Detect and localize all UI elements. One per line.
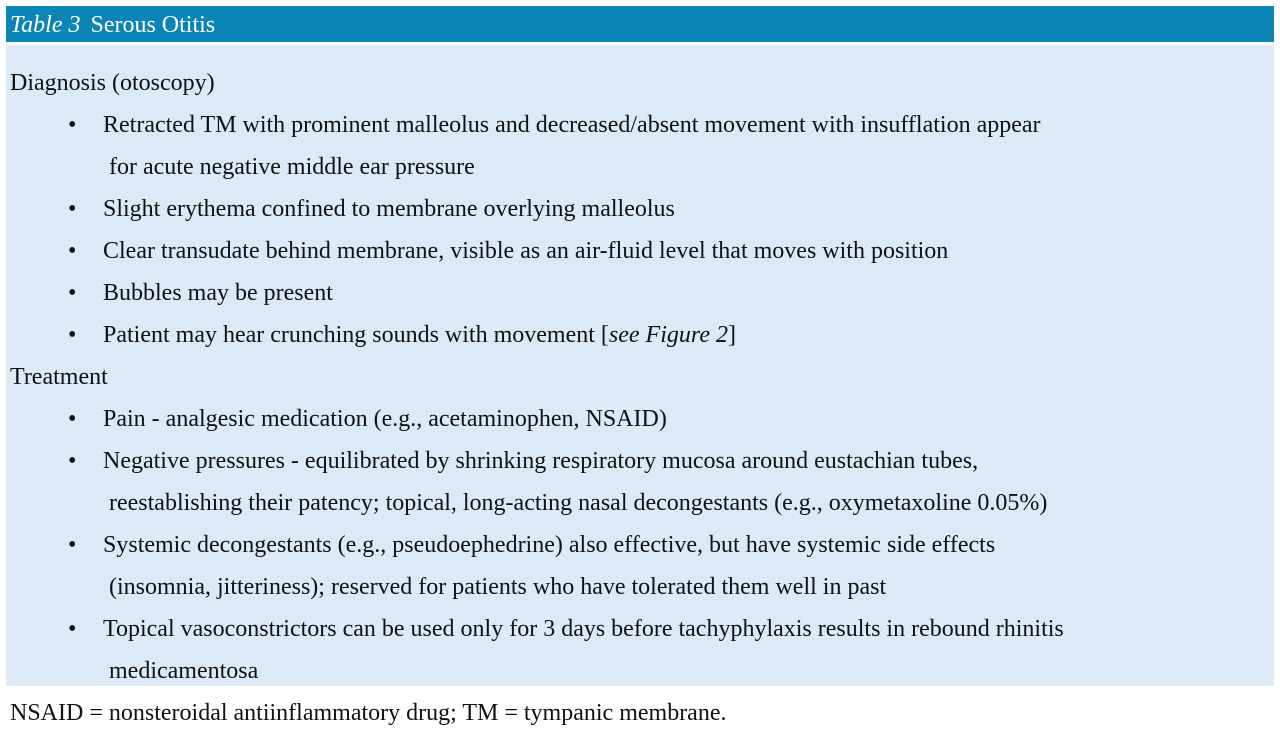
list-item-text-continued: reestablishing their patency; topical, long-acting nasal decongestants (e.g., oxymetaxoline 0.05%) [109,490,1048,516]
list-item [10,104,1272,188]
table-number: Table 3 [10,12,81,38]
diagnosis-list [10,104,1272,356]
table-panel [6,6,1274,686]
list-item [10,524,1272,608]
bullet-icon: • [68,238,77,264]
list-item-text: Retracted TM with prominent malleolus and decreased/absent movement with insufflation appear [103,112,1041,138]
bullet-icon: • [68,448,77,474]
list-item-text-suffix: ] [727,322,736,348]
list-item-text-continued: for acute negative middle ear pressure [109,154,475,180]
list-item [10,230,1272,272]
bullet-icon: • [68,406,77,432]
list-item-text: Patient may hear crunching sounds with movement [ [103,322,609,348]
table-title: Serous Otitis [90,12,216,38]
table-title-bar [6,6,1274,45]
list-item [10,608,1272,692]
list-item [10,440,1272,524]
table-content [10,62,1272,692]
table-footnote: NSAID = nonsteroidal antiinflammatory drug; TM = tympanic membrane. [10,700,727,726]
list-item-text: Slight erythema confined to membrane overlying malleolus [103,196,675,222]
list-item [10,314,1272,356]
bullet-icon: • [68,322,77,348]
list-item [10,398,1272,440]
treatment-list [10,398,1272,692]
bullet-icon: • [68,616,77,642]
list-item-text: Negative pressures - equilibrated by shrinking respiratory mucosa around eustachian tubes, [103,448,979,474]
diagnosis-heading: Diagnosis (otoscopy) [10,70,215,96]
bullet-icon: • [68,196,77,222]
bullet-icon: • [68,112,77,138]
list-item-text: Clear transudate behind membrane, visible as an air-fluid level that moves with position [103,238,949,264]
list-item-text: Systemic decongestants (e.g., pseudoephedrine) also effective, but have systemic side effects [103,532,996,558]
list-item-text: Bubbles may be present [103,280,333,306]
list-item [10,188,1272,230]
list-item-text: Pain - analgesic medication (e.g., acetaminophen, NSAID) [103,406,667,432]
list-item [10,272,1272,314]
bullet-icon: • [68,280,77,306]
bullet-icon: • [68,532,77,558]
list-item-text-continued: (insomnia, jitteriness); reserved for patients who have tolerated them well in past [109,574,887,600]
list-item-text: Topical vasoconstrictors can be used only for 3 days before tachyphylaxis results in rebound rhinitis [103,616,1064,642]
list-item-text-continued: medicamentosa [109,658,259,684]
figure-reference: see Figure 2 [608,322,728,348]
treatment-heading: Treatment [10,364,108,390]
